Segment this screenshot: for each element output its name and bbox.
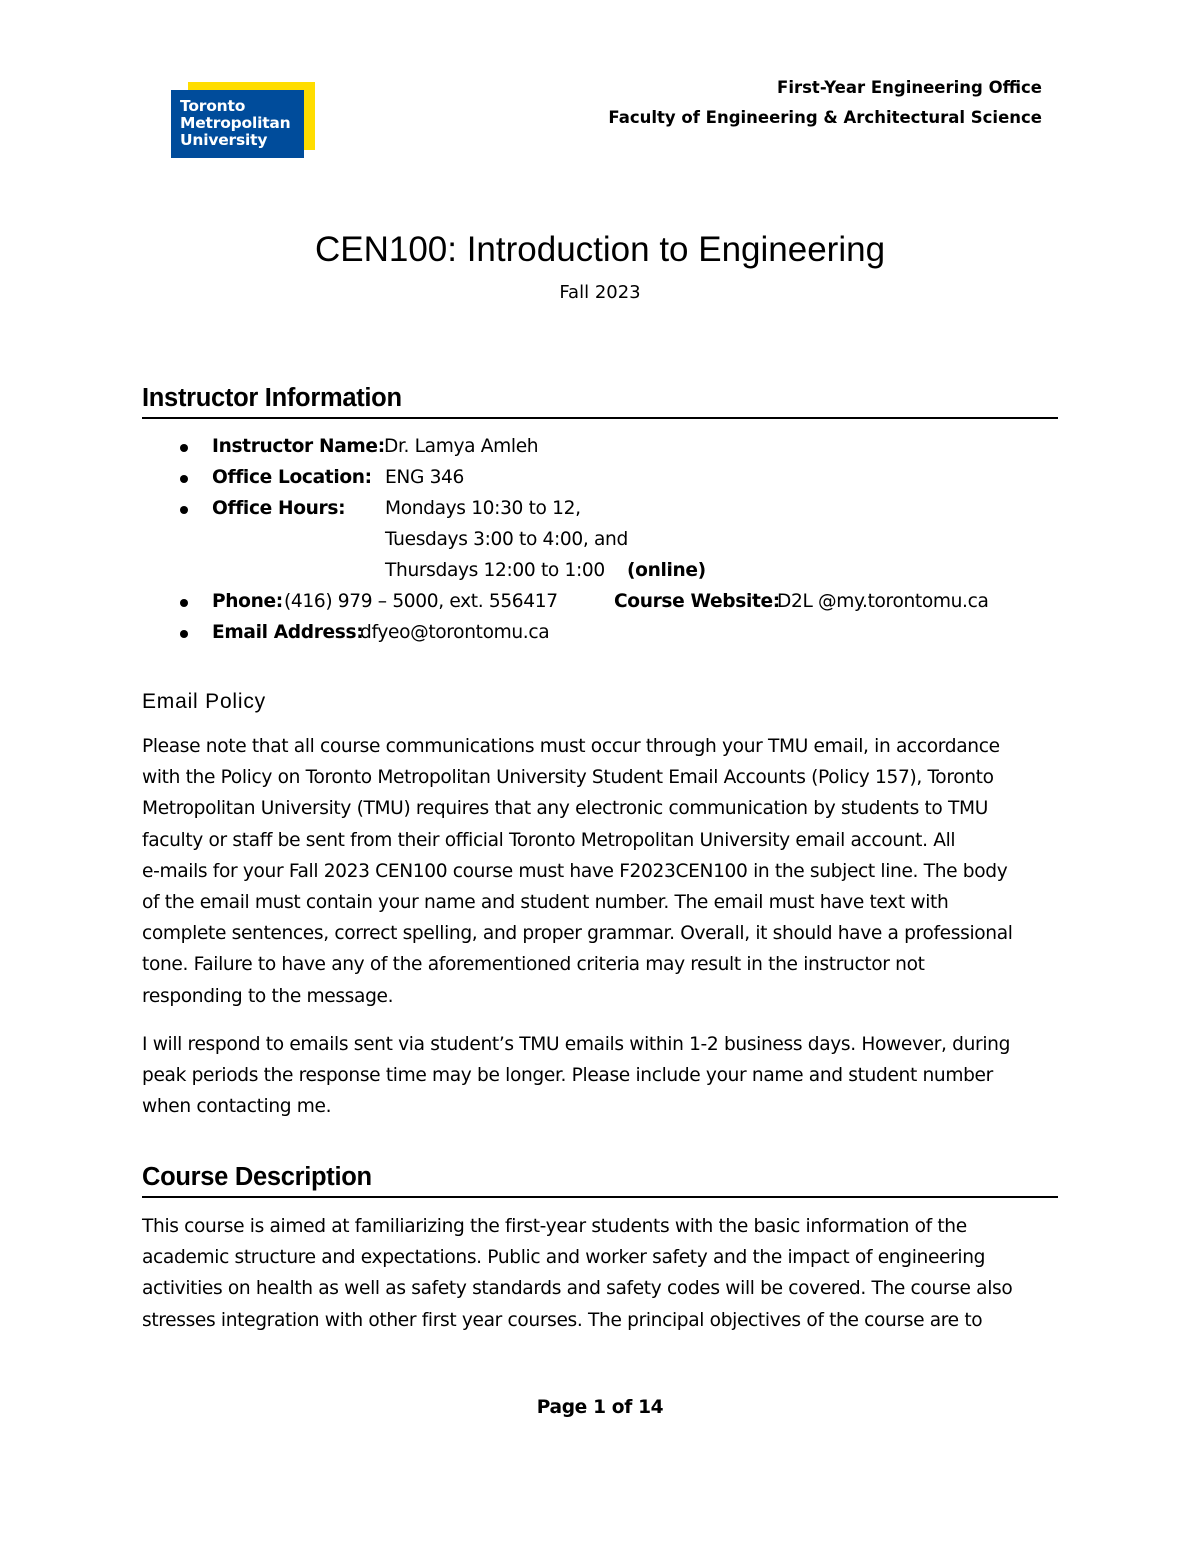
paragraph-line: This course is aimed at familiarizing the first-year students with the basic information of the [142,1216,967,1237]
paragraph-line: peak periods the response time may be longer. Please include your name and student number [142,1065,993,1087]
header-office: First-Year Engineering Office [777,78,1042,97]
logo-blue-box [171,90,304,158]
phone-value: (416) 979 – 5000, ext. 556417 [284,591,558,612]
phone-label: Phone: [212,591,283,612]
bullet-icon [180,506,188,514]
bullet-icon [180,475,188,483]
name-value: Dr. Lamya Amleh [384,436,539,457]
instructor-heading: Instructor Information [142,383,1058,419]
hours-line: Thursdays 12:00 to 1:00 [385,560,605,581]
name-label: Instructor Name: [212,436,385,457]
paragraph-line: of the email must contain your name and student number. The email must have text with [142,892,949,914]
paragraph-line: stresses integration with other first year courses. The principal objectives of the course are to [142,1309,983,1331]
hours-online: (online) [627,560,706,581]
website-value[interactable]: D2L @my.torontomu.ca [777,591,989,612]
paragraph-line: responding to the message. [142,985,394,1007]
email-policy-paragraph-1 [142,731,1072,1012]
bullet-icon [180,630,188,638]
logo-line: University [180,131,268,149]
header-faculty: Faculty of Engineering & Architectural Science [608,108,1042,127]
bullet-icon [180,444,188,452]
website-label: Course Website: [614,591,780,612]
email-label: Email Address: [212,622,364,643]
email-policy-paragraph-2 [142,1029,1072,1123]
hours-line: Tuesdays 3:00 to 4:00, and [385,529,628,550]
tmu-logo [171,82,316,158]
paragraph-line: faculty or staff be sent from their official Toronto Metropolitan University email account. All [142,829,956,851]
paragraph-line: complete sentences, correct spelling, and proper grammar. Overall, it should have a professional [142,923,1013,945]
paragraph-line: academic structure and expectations. Public and worker safety and the impact of engineering [142,1247,986,1269]
logo-line: Metropolitan [180,114,291,132]
paragraph-line: activities on health as well as safety standards and safety codes will be covered. The course also [142,1278,1013,1300]
paragraph-line: Metropolitan University (TMU) requires that any electronic communication by students to TMU [142,798,988,820]
office-label: Office Location: [212,467,372,488]
paragraph-line: when contacting me. [142,1096,332,1118]
bullet-icon [180,599,188,607]
email-value[interactable]: dfyeo@torontomu.ca [360,622,550,643]
paragraph-line: I will respond to emails sent via student’s TMU emails within 1-2 business days. However, during [142,1034,1011,1055]
paragraph-line: Please note that all course communications must occur through your TMU email, in accordance [142,736,1000,757]
hours-label: Office Hours: [212,498,346,519]
paragraph-line: tone. Failure to have any of the aforementioned criteria may result in the instructor not [142,954,925,976]
email-policy-heading: Email Policy [142,690,266,713]
course-description-heading: Course Description [142,1162,1058,1198]
paragraph-line: with the Policy on Toronto Metropolitan University Student Email Accounts (Policy 157), Toronto [142,767,994,789]
office-value: ENG 346 [385,467,465,488]
course-title: CEN100: Introduction to Engineering [314,230,886,269]
logo-line: Toronto [180,97,246,115]
course-term: Fall 2023 [559,282,641,303]
course-description-paragraph [142,1211,1072,1336]
page-number: Page 1 of 14 [536,1397,664,1418]
hours-line: Mondays 10:30 to 12, [385,498,581,519]
paragraph-line: e-mails for your Fall 2023 CEN100 course must have F2023CEN100 in the subject line. The body [142,860,1008,882]
